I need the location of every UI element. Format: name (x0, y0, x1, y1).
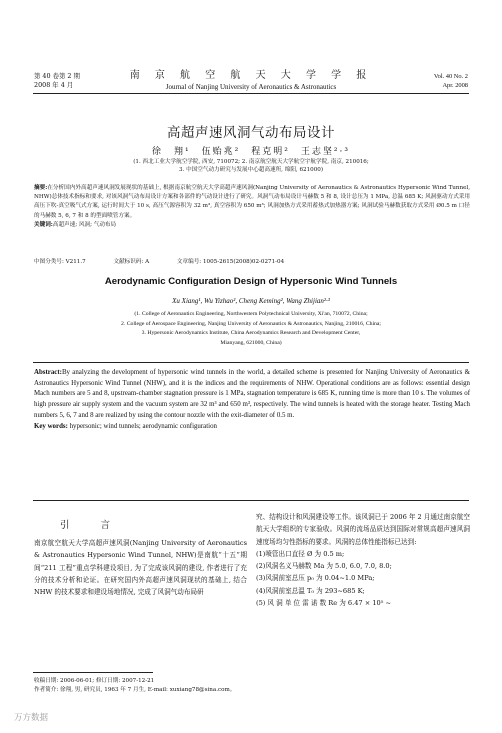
volume-issue: 第 40 卷第 2 期 (34, 72, 80, 80)
watermark: 万方数据 (14, 713, 49, 723)
keywords-en-label: Key words: (34, 422, 68, 430)
clc-number: 中图分类号: V211.7 (34, 259, 86, 265)
journal-header (0, 66, 502, 91)
intro-right-column (256, 511, 470, 609)
intro-left-column: 南京航空航天大学高超声速风洞(Nanjing University of Aeronautics & Astronautics Hypersonic Wind Tunnel, NHW)是南航“十五”期间“211 工程”重点学科建设项目, 为了完成该风洞的建设, 作者进行了充分的技术分析和论证。在研究国内外高超声速风洞现状的基础上, 结合 NHW 的技术要求和建设场地情况, 完成了风洞气动布局研 (34, 539, 247, 597)
intro-right-text: 究、结构设计和风洞建设等工作。该风洞已于 2006 年 2 月通过南京航空航天大学组织的专家验收。风洞的流场品质达到国际对常规高超声速风洞速度场均匀性指标的要求。风洞的总体性能指标已达到: (256, 513, 470, 546)
list-item: (4)风洞前室总温 T₀ 为 293~685 K; (256, 586, 365, 595)
header-rule (33, 93, 469, 94)
list-item: (2)风洞名义马赫数 Ma 为 5.0, 6.0, 7.0, 8.0; (256, 562, 392, 571)
article-number: 文章编号: 1005-2615(2008)02-0271-04 (176, 259, 285, 265)
affiliation-line: 2. College of Aerospace Engineering, Nanjing University of Aeronautics & Astronautics, Nanjing, 210016, China; (121, 320, 381, 327)
issue-date-en: Apr. 2008 (442, 82, 468, 89)
abstract-en-label: Abstract: (34, 369, 62, 376)
issue-date: 2008 年 4 月 (34, 81, 74, 89)
affiliations-en (0, 310, 502, 348)
abstract-cn-text: 在分析国内外高超声速风洞发展现状的基础上, 根据南京航空航天大学高超声速风洞(Nanjing University of Aeronautics & Astronautics Hypersonic Wind Tunnel, NHW)总体技术指标和要求, 对该风洞气动布局设计方案和各部件的气动设计进行了研究。风洞气动布局设计马赫数 5 和 8, 设计总压为 1 MPa, 总温 685 K; 风洞驱动方式采用高压下吹-真空吸气式方案, 运行时间大于 10 s, 高压气源容积为 32 m³, 真空容积为 650 m³; 风洞加热方式采用蓄热式加热器方案; 风洞试验马赫数获取方式采用 Ø0.5 m 口径的马赫数 5, 6, 7 和 8 的型面喷管方案。 (34, 185, 470, 219)
author-bio: 作者简介: 徐翔, 男, 研究员, 1963 年 7 月生, E-mail: xuxiang78@sina.com。 (34, 687, 236, 694)
section-heading: 引 言 (60, 520, 125, 531)
abstract-cn-label: 摘要: (34, 185, 48, 191)
affiliations-cn (0, 158, 502, 174)
footnote (34, 677, 470, 696)
issue-info-en (434, 72, 468, 90)
abstract-en-text: By analyzing the development of hypersonic wind tunnels in the world, a detailed scheme is presented for Nanjing University of Aeronautics & Astronautics Hypersonic Wind Tunnel (NHW), and it is the indices and the requirements of NHW. Operational conditions are as follows: essential design Mach numbers are 5 and 8, upstream-chamber stagnation pressure is 1 MPa, stagnation temperature is 685 K, running time is more than 10 s. The volumes of high pressure air supply system and the vacuum system are 32 m³ and 650 m³, respectively. The wind tunnels is heated with the storage heater. Testing Mach numbers 5, 6, 7 and 8 are realized by using the contour nozzle with the exit-diameter of 0.5 m. (34, 369, 470, 419)
paper-title-en: Aerodynamic Configuration Design of Hypersonic Wind Tunnels (104, 276, 398, 287)
affiliation-line: 3. 中国空气动力研究与发展中心超高速所, 绵阳, 621000) (178, 167, 324, 174)
paper-title-cn: 高超声速风洞气动布局设计 (167, 125, 335, 141)
footnote-rule (33, 672, 153, 673)
keywords-en: hypersonic; wind tunnels; aerodynamic configuration (69, 422, 217, 430)
received-date: 收稿日期: 2006-06-01; 修订日期: 2007-12-21 (34, 678, 155, 684)
affiliation-line: (1. College of Aeronautics Engineering, Northwestern Polytechnical University, Xi'an, 710072, China; (134, 311, 368, 317)
list-item: (3)风洞前室总压 p₀ 为 0.04~1.0 MPa; (256, 574, 375, 583)
keywords-cn-label: 关键词: (34, 221, 53, 228)
list-item: (5) 风 洞 单 位 雷 诺 数 Re 为 6.47 × 10⁵ ~ (256, 599, 391, 608)
abstract-rule (33, 362, 469, 363)
authors-cn: 徐 翔¹ 伍贻兆² 程克明² 王志坚²·³ (152, 147, 350, 157)
journal-name-cn: 南 京 航 空 航 天 大 学 学 报 (129, 70, 373, 81)
classification-line (34, 258, 470, 267)
affiliation-line: 3. Hypersonic Aerodynamics Institute, China Aerodynamics Research and Development Center, (141, 330, 361, 337)
section-rule (33, 500, 469, 501)
abstract-cn (34, 184, 470, 230)
authors-en: Xu Xiang¹, Wu Yizhao², Cheng Keming², Wang Zhijian²·³ (172, 297, 330, 305)
affiliation-line: Mianyang, 621000, China) (220, 339, 282, 346)
volume-issue-en: Vol. 40 No. 2 (433, 73, 468, 80)
affiliation-line: (1. 西北工业大学航空学院, 西安, 710072; 2. 南京航空航天大学航空宇航学院, 南京, 210016; (133, 159, 369, 165)
list-item: (1)喷管出口直径 Ø 为 0.5 m; (256, 549, 345, 558)
keywords-cn: 高超声速; 风洞; 气动布局 (52, 221, 117, 228)
journal-name-en: Journal of Nanjing University of Aeronautics & Astronautics (165, 83, 337, 91)
abstract-en (34, 368, 470, 432)
doc-code: 文献标识码: A (113, 259, 150, 265)
